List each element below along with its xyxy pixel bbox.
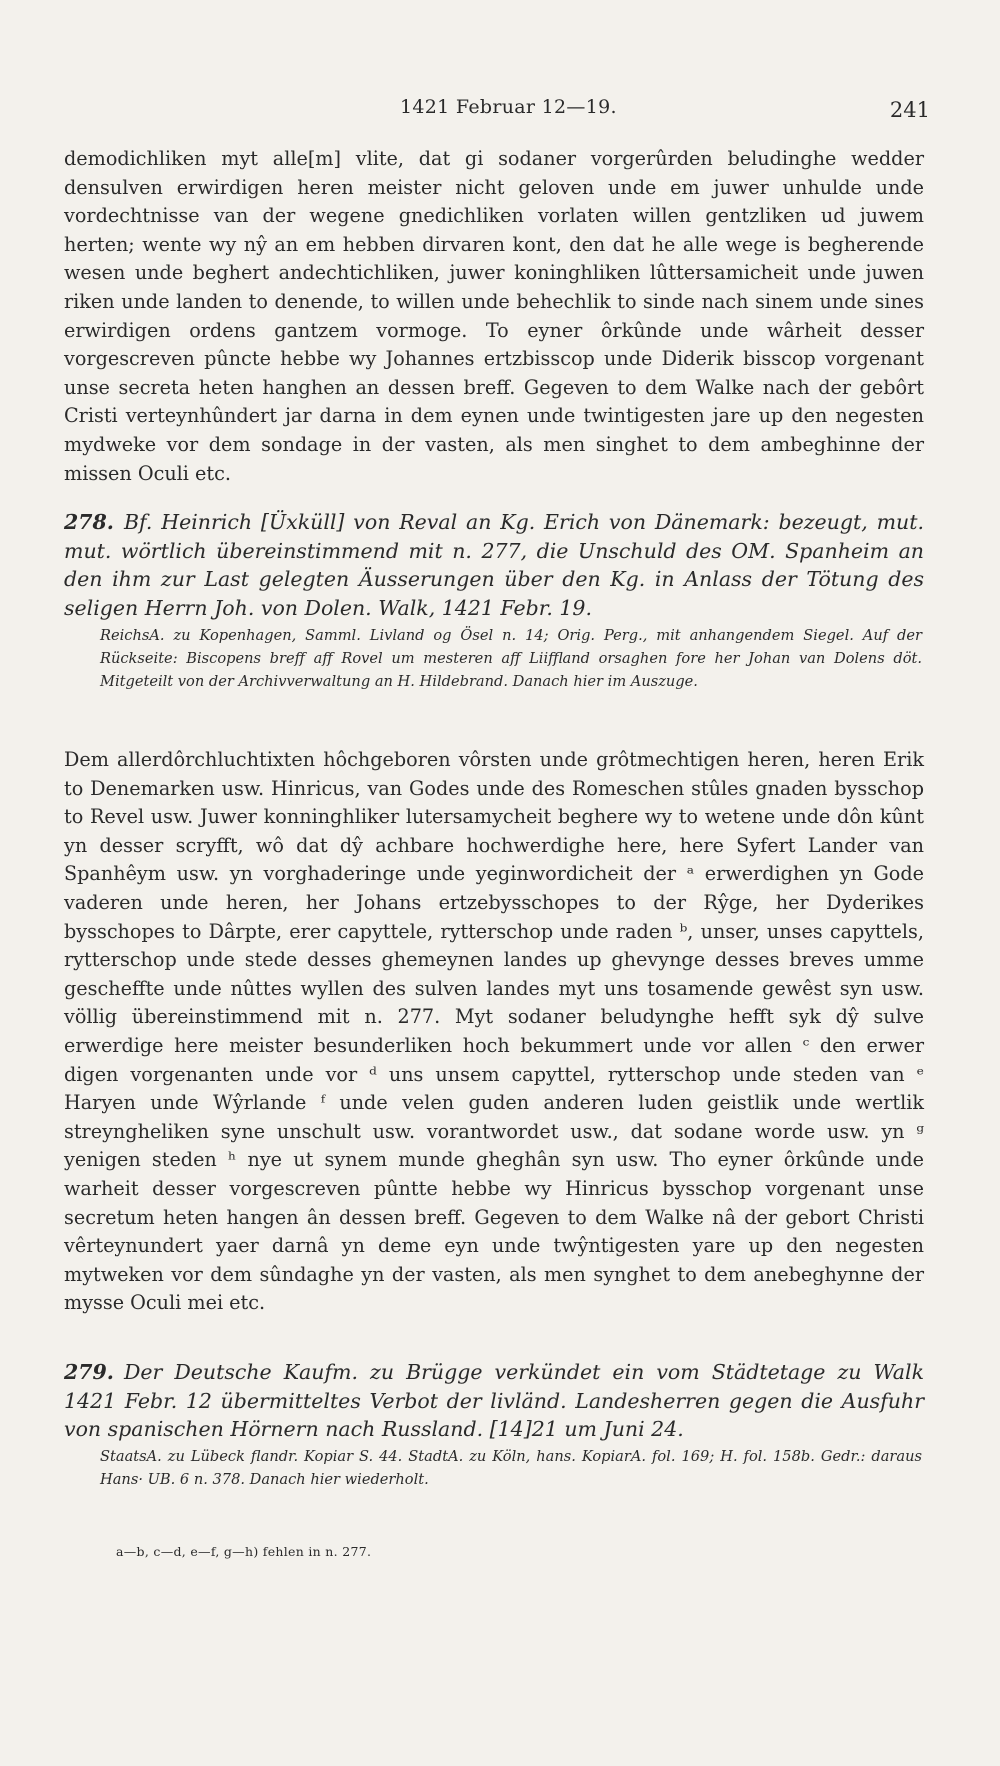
entry-279-heading xyxy=(64,1358,924,1444)
entry-279-number: 279. xyxy=(64,1360,114,1384)
entry-279-source-note: StaatsA. zu Lübeck flandr. Kopiar S. 44. StadtA. zu Köln, hans. KopiarA. fol. 169; H. fol. 158b. Gedr.: daraus Hans· UB. 6 n. 378. Danach hier wiederholt. xyxy=(100,1448,922,1488)
entry-278-number: 278. xyxy=(64,510,114,534)
entry-278-title: Bf. Heinrich [Üxküll] von Reval an Kg. Erich von Dänemark: bezeugt, mut. mut. wörtlich übereinstimmend mit n. 277, die Unschuld des OM. Spanheim an den ihm zur Last gelegten Äusserungen über den Kg. in Anlass der Tötung des seligen Herrn Joh. von Dolen. Walk, 1421 Febr. 19. xyxy=(64,510,924,620)
entry-278-source-note: ReichsA. zu Kopenhagen, Samml. Livland og Ösel n. 14; Orig. Perg., mit anhangendem Siegel. Auf der Rückseite: Biscopens breff aff Rovel um mesteren aff Liiffland orsaghen fore her Johan van Dolens döt. Mitgeteilt von der Archivverwaltung an H. Hildebrand. Danach hier im Auszuge. xyxy=(100,627,922,690)
footnotes: a—b, c—d, e—f, g—h) fehlen in n. 277. xyxy=(116,1544,372,1559)
entry-278-text: Dem allerdôrchluchtixten hôchgeboren vôrsten unde grôtmechtigen heren, heren Erik to Denemarken usw. Hinricus, van Godes unde des Romeschen stûles gnaden bysschop to Revel usw. Juwer konninghliker lutersamycheit beghere wy to wetene unde dôn kûnt yn desser scryfft, wô dat dŷ achbare hochwerdighe here, here Syfert Lander van Spanhêym usw. yn vorghaderinge unde yeginwordicheit der ᵃ erwerdighen yn Gode vaderen unde heren, her Johans ertzebysschopes to der Rŷge, her Dyderikes bysschopes to Dârpte, erer capyttele, rytterschop unde raden ᵇ, unser, unses capyttels, rytterschop unde stede desses ghemeynen landes up ghevynge desses breves umme gescheffte unde nûttes wyllen des sulven landes myt uns tosamende gewêst syn usw. völlig übereinstimmend mit n. 277. Myt sodaner beludynghe hefft syk dŷ sulve erwerdige here meister besunderliken hoch bekummert unde vor allen ᶜ den erwer digen vorgenanten unde vor ᵈ uns unsem capyttel, rytterschop unde steden van ᵉ Haryen unde Wŷrlande ᶠ unde velen guden anderen luden geistlik unde wertlik streyngheliken syne unschult usw. vorantwordet usw., dat sodane worde usw. yn ᵍ yenigen steden ʰ nye ut synem munde gheghân syn usw. Tho eyner ôrkûnde unde warheit desser vorgescreven pûntte hebbe wy Hinricus bysschop vorgenant unse secretum heten hangen ân dessen breff. Gegeven to dem Walke nâ der gebort Christi vêrteynundert yaer darnâ yn deme eyn unde twŷntigesten yare up den negesten mytweken vor dem sûndaghe yn der vasten, als men synghet to dem anebeghynne der mysse Oculi mei etc. xyxy=(64,748,924,1315)
entry-278-heading xyxy=(64,508,924,622)
continuation-paragraph: demodichliken myt alle[m] vlite, dat gi sodaner vorgerûrden beludinghe wedder densulven erwirdigen heren meister nicht geloven unde em juwer unhulde unde vordechtnisse van der wegene gnedichliken vorlaten willen gentzliken ud juwem herten; wente wy nŷ an em hebben dirvaren kont, den dat he alle wege is begherende wesen unde beghert andechtichliken, juwer koninghliken lûttersamicheit unde juwen riken unde landen to denende, to willen unde behechlik to sinde nach sinem unde sines erwirdigen ordens gantzem vormoge. To eyner ôrkûnde unde wârheit desser vorgescreven pûncte hebbe wy Johannes ertzbisscop unde Diderik bisscop vorgenant unse secreta heten hanghen an dessen breff. Gegeven to dem Walke nach der gebôrt Cristi verteynhûndert jar darna in dem eynen unde twintigesten jare up den negesten mydweke vor dem sondage in der vasten, als men singhet to dem ambeghinne der missen Oculi etc. xyxy=(64,147,924,485)
running-head: 1421 Februar 12—19. xyxy=(400,96,617,118)
page-number: 241 xyxy=(889,98,930,122)
page-header xyxy=(60,96,930,126)
entry-279-title: Der Deutsche Kaufm. zu Brügge verkündet ein vom Städtetage zu Walk 1421 Febr. 12 übermitteltes Verbot der livländ. Landesherren gegen die Ausfuhr von spanischen Hörnern nach Russland. [14]21 um Juni 24. xyxy=(64,1360,924,1441)
